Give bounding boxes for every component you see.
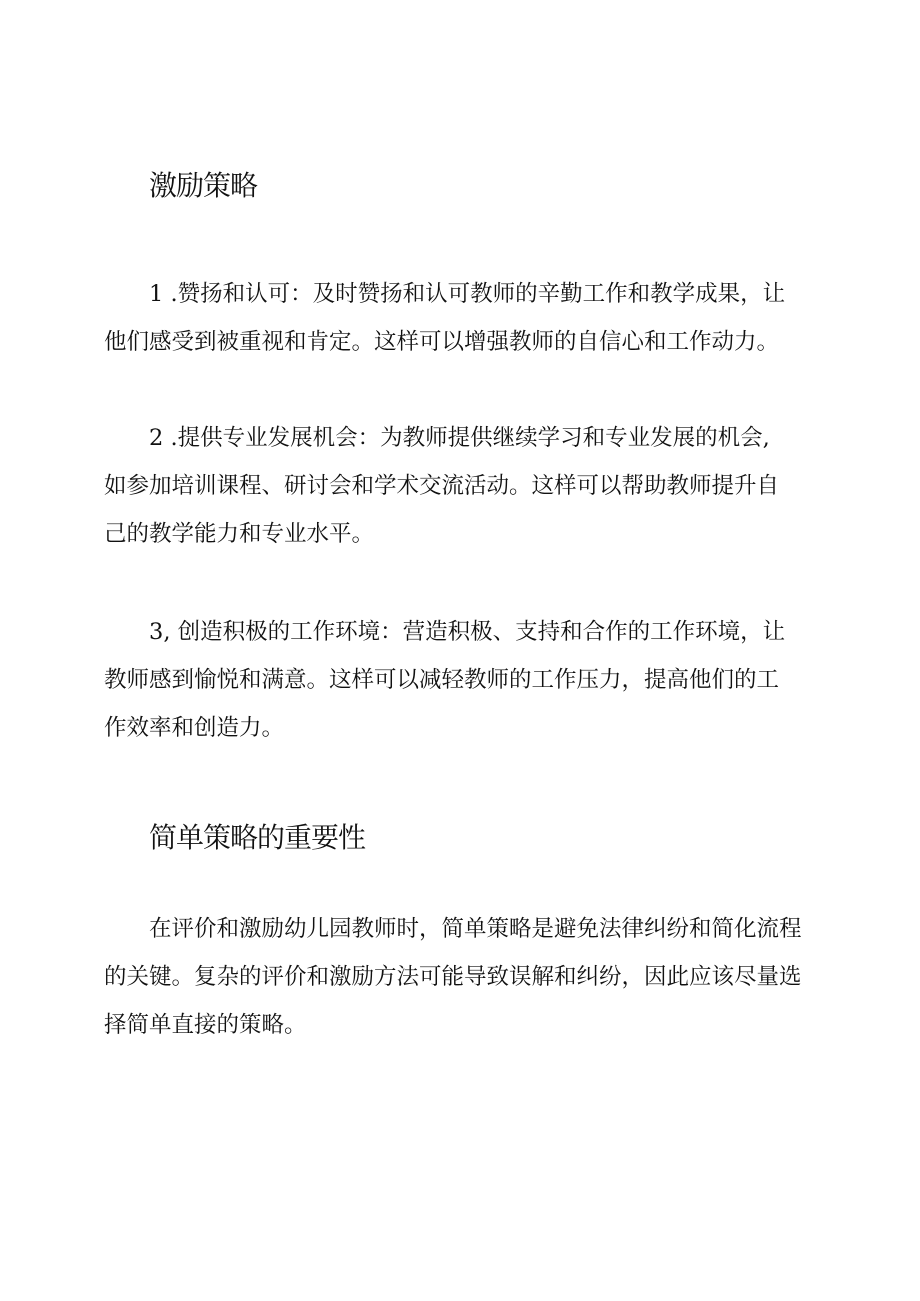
paragraph-line: 如参加培训课程、研讨会和学术交流活动。这样可以帮助教师提升自 — [104, 473, 780, 499]
paragraph-line: 2 .提供专业发展机会：为教师提供继续学习和专业发展的机会, — [149, 425, 770, 451]
paragraph-line: 作效率和创造力。 — [104, 715, 285, 741]
paragraph-line: 他们感受到被重视和肯定。这样可以增强教师的自信心和工作动力。 — [104, 329, 780, 355]
list-item-positive-environment — [104, 608, 804, 752]
paragraph-line: 3, 创造积极的工作环境：营造积极、支持和合作的工作环境，让 — [149, 619, 786, 645]
paragraph-line: 1 .赞扬和认可：及时赞扬和认可教师的辛勤工作和教学成果，让 — [149, 281, 786, 307]
paragraph-line: 的关键。复杂的评价和激励方法可能导致误解和纠纷，因此应该尽量选 — [104, 964, 802, 990]
list-item-praise-recognition — [104, 270, 804, 366]
section-heading-incentive-strategies: 激励策略 — [149, 169, 258, 202]
paragraph-line: 择简单直接的策略。 — [104, 1012, 307, 1038]
paragraph-simple-strategy — [104, 905, 804, 1049]
paragraph-line: 教师感到愉悦和满意。这样可以减轻教师的工作压力，提高他们的工 — [104, 667, 780, 693]
paragraph-line: 己的教学能力和专业水平。 — [104, 521, 375, 547]
paragraph-line: 在评价和激励幼儿园教师时，简单策略是避免法律纠纷和简化流程 — [149, 916, 802, 942]
list-item-professional-development — [104, 414, 804, 558]
section-heading-simple-strategy-importance: 简单策略的重要性 — [149, 821, 366, 854]
